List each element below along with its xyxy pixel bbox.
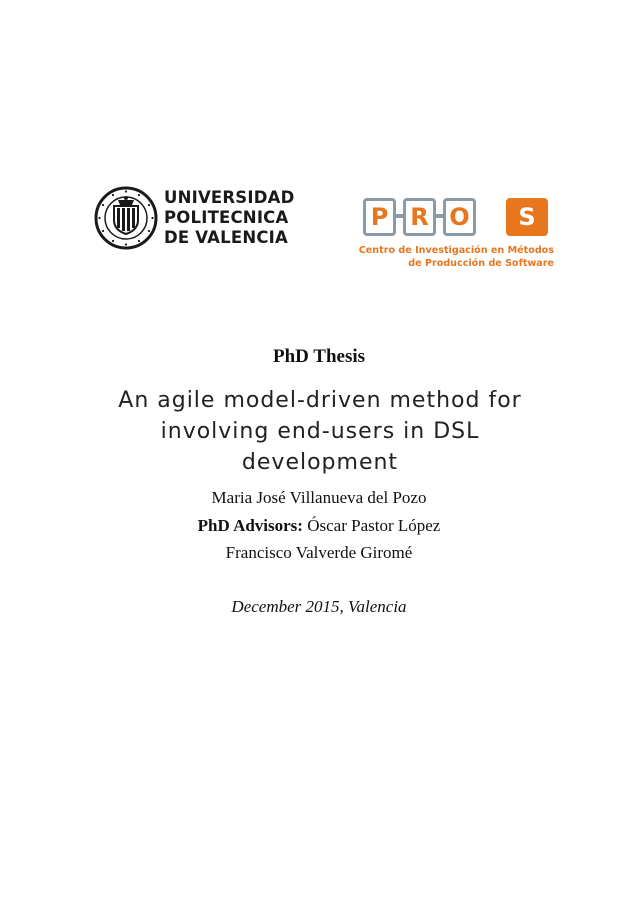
pros-caption-line-2: de Producción de Software (408, 258, 554, 269)
pros-letter-p: P (363, 198, 396, 236)
advisors-label: PhD Advisors: (197, 516, 303, 535)
pros-letter-r: R (403, 198, 436, 236)
advisor-2: Francisco Valverde Giromé (225, 543, 413, 562)
title-line-2: involving end-users in DSL (160, 419, 480, 444)
upv-name-line-2: POLITECNICA (164, 208, 289, 227)
pros-caption (358, 244, 554, 270)
advisors-line (0, 516, 638, 536)
pros-wordmark (363, 198, 551, 238)
author-name: Maria José Villanueva del Pozo (211, 488, 427, 507)
pros-letter-o: O (443, 198, 476, 236)
date-place: December 2015, Valencia (231, 597, 407, 616)
title-line-1: An agile model-driven method for (118, 388, 522, 413)
upv-name-line-1: UNIVERSIDAD (164, 188, 295, 207)
pros-letter-s: S (506, 198, 548, 236)
upv-seal-icon (94, 186, 158, 250)
pros-logo (358, 196, 554, 274)
upv-name-line-3: DE VALENCIA (164, 228, 288, 247)
document-type-label: PhD Thesis (272, 346, 366, 367)
title-line-3: development (241, 450, 399, 475)
upv-name (164, 188, 294, 248)
pros-caption-line-1: Centro de Investigación en Métodos (358, 245, 554, 256)
upv-logo (94, 186, 294, 250)
advisor-1: Óscar Pastor López (307, 516, 441, 535)
pros-connector (436, 214, 443, 218)
pros-connector (396, 214, 403, 218)
thesis-title (70, 385, 570, 478)
